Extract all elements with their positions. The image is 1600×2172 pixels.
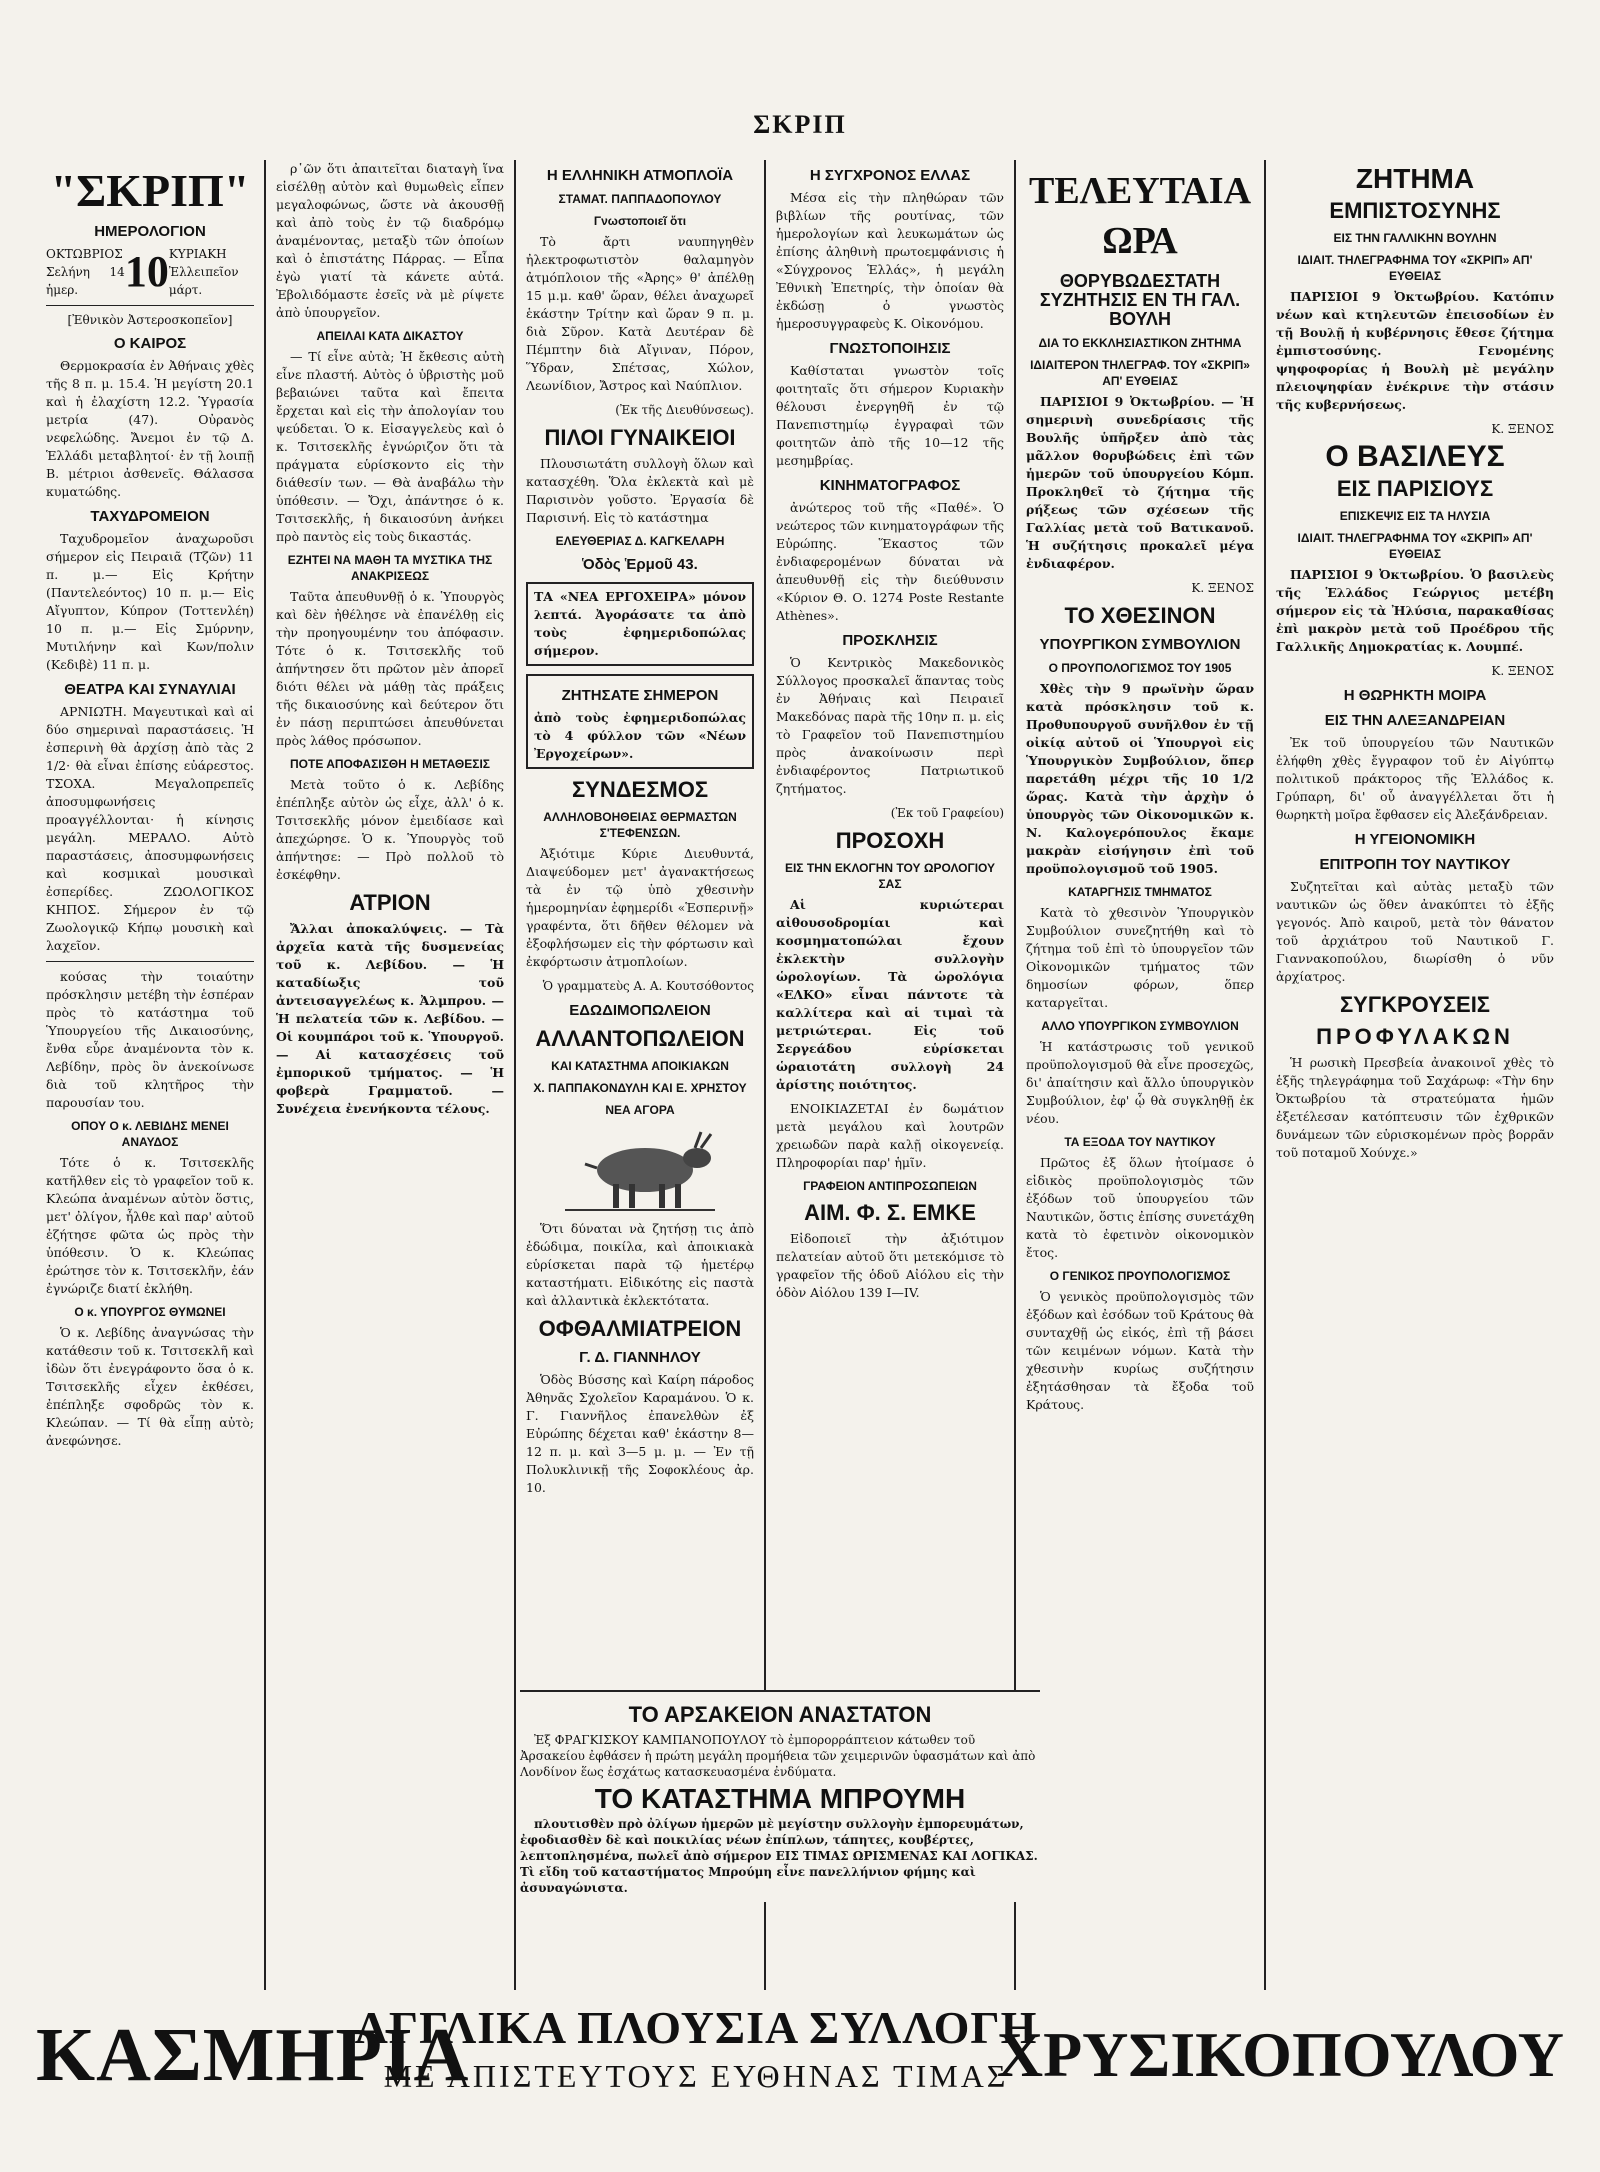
prosk-text: Ὁ Κεντρικὸς Μακεδονικὸς Σύλλογος προσκαλεῖ ἅπαντας τοὺς ἐν Ἀθήναις καὶ Πειραιεῖ Μακεδόνας παρὰ τῆς 10ην π. μ. εἰς τὸ Γραφεῖον τοῦ Πανεπιστημίου πρὸς ἀνακοίνωσιν περὶ ἐνδιαφέροντος Πατριωτικοῦ ζητήματος. <box>776 655 1004 796</box>
zitiste-box <box>526 674 754 769</box>
allant-name: Χ. ΠΑΠΠΑΚΟΝΔΥΛΗ ΚΑΙ Ε. ΧΡΗΣΤΟΥ <box>533 1081 747 1095</box>
mproumi-text: πλουτισθὲν πρὸ ὀλίγων ἡμερῶν μὲ μεγίστην συλλογὴν ἐμπορευμάτων, ἐφοδιασθὲν δὲ καὶ ποικιλίας νέων ἐπίπλων, τάπητες, κουβέρτες, λεπτοπλησμένα, πωλεῖ ἀπὸ σήμερον ΕΙΣ ΤΙΜΑΣ ΩΡΙΣΜΕΝΑΣ ΚΑΙ ΛΟΓΙΚΑΣ. Τὶ εἴδη τοῦ καταστήματος Μπρούμη εἶνε πανελλήνιον φήμης καὶ ἀσυναγώνιστα. <box>520 1817 1038 1895</box>
banner-middle-line-1: ΑΓΓΛΙΚΑ ΠΛΟΥΣΙΑ ΣΥΛΛΟΓΗ <box>354 2002 1038 2053</box>
moira-subtitle: ΕΙΣ ΤΗΝ ΑΛΕΞΑΝΔΡΕΙΑΝ <box>1324 712 1506 729</box>
steamship-subtitle: ΣΤΑΜΑΤ. ΠΑΠΠΑΔΟΠΟΥΛΟΥ <box>558 192 722 206</box>
story-text: ρ῾ῶν ὅτι ἀπαιτεῖται διαταγὴ ἵνα εἰσέλθῃ αὐτὸν καὶ θυμωθεὶς εἶπεν μεγαλοφώνως, ὥστε νὰ ἀκουσθῇ καὶ ἀπὸ τοὺς ἐν τῷ διαδρόμῳ ἀναμένοντας, μεταξὺ τῶν ὁποίων καὶ ὁ ἐπιστάτης Πάρρας. — Εἶπα ἐγὼ γιατί τὰ κάνετε αὐτά. Ἐβολιδόμαστε ἐσεῖς νὰ μὲ ρίψετε ἀπὸ ὑπουργεῖον. <box>276 161 504 320</box>
story-text: Τότε ὁ κ. Τσιτσεκλῆς κατῆλθεν εἰς τὸ γραφεῖον τοῦ κ. Κλεώπα ἀναμένων αὐτὸν ὅστις, μετ' ὀλίγον, ἦλθε καὶ παρ' αὐτοῦ ἐζήτησε φῶτα ὡς πρὸς τὴν ὑπόθεσιν. Ὁ κ. Κλεώπας ἐρώτησε τὸν κ. Τσιτσεκλῆν, ἐάν ἐγνώριζε διατί ἐκλήθη. <box>46 1155 254 1296</box>
hats-address-2: Ὁδὸς Ἑρμοῦ 43. <box>582 556 698 573</box>
ygeio-title: Η ΥΓΕΙΟΝΟΜΙΚΗ <box>1354 831 1476 848</box>
zitima-title: ΖΗΤΗΜΑ <box>1355 163 1475 194</box>
page-masthead: ΣΚΡΙΠ <box>753 110 847 139</box>
bottom-banner <box>36 2000 1564 2130</box>
zitima-source: ΙΔΙΑΙΤ. ΤΗΛΕΓΡΑΦΗΜΑ ΤΟΥ «ΣΚΡΙΠ» ΑΠ' ΕΥΘΕΙΑΣ <box>1297 253 1533 283</box>
thoryv-subtitle: ΔΙΑ ΤΟ ΕΚΚΛΗΣΙΑΣΤΙΚΟΝ ΖΗΤΗΜΑ <box>1038 336 1242 350</box>
subhead: ΕΖΗΤΕΙ ΝΑ ΜΑΘΗ ΤΑ ΜΥΣΤΙΚΑ ΤΗΣ ΑΝΑΚΡΙΣΕΩΣ <box>287 553 493 583</box>
atrion-title: ΑΤΡΙΟΝ <box>349 890 431 915</box>
zitima-subtitle-2: ΕΙΣ ΤΗΝ ΓΑΛΛΙΚΗΝ ΒΟΥΛΗΝ <box>1333 231 1497 245</box>
divider <box>46 305 254 306</box>
story-text: — Τί εἶνε αὐτὰ; Ἡ ἔκθεσις αὐτὴ εἶνε πλαστή. Αὐτὸς ὁ ὑβριστὴς μοῦ βεβαιώνει ταῦτα καὶ ἔπειτα ἔρχεται καὶ εἰς τὴν ἀπολογίαν του ψεύδεται. Ὁ κ. Εἰσαγγελεὺς καὶ ὁ κ. Τσιτσεκλῆς ἐγνώριζον ὅτι τὰ πράγματα εὑρίσκοντο εἰς τὴν διάθεσίν των. — Θὰ ἀναβάλω τὴν ὑπόθεσιν. — Ὄχι, ἀπάντησε ὁ κ. Τσιτσεκλῆς, ἡ δικαιοσύνη ἀνήκει πρὸ παντὸς εἰς τοὺς δικαστάς. <box>276 349 504 544</box>
xthes-subtitle: ΥΠΟΥΡΓΙΚΟΝ ΣΥΜΒΟΥΛΙΟΝ <box>1039 636 1241 653</box>
column-1 <box>36 160 266 1990</box>
thoryv-title: ΘΟΡΥΒΩΔΕΣΤΑΤΗ ΣΥΖΗΤΗΣΙΣ ΕΝ ΤΗ ΓΑΛ. ΒΟΥΛΗ <box>1039 271 1241 329</box>
syndesmos-subtitle: ΑΛΛΗΛΟΒΟΗΘΕΙΑΣ ΘΕΡΜΑΣΤΩΝ Σ'ΤΕΦΕΝΣΩΝ. <box>543 810 737 840</box>
diary-label: ΗΜΕΡΟΛΟΓΙΟΝ <box>94 223 206 240</box>
story-text: Ταῦτα ἀπευθυνθῇ ὁ κ. Ὑπουργὸς καὶ δὲν ἠθέλησε νὰ ἐπανέλθῃ εἰς τὴν προηγουμένην του ἀπόφασιν. Τότε ὁ κ. Τσιτσεκλῆς τοῦ ἀπήντησεν ὅτι πρῶτον μὲν ἀπορεῖ διότι θέλει νὰ μάθῃ τὰς πράξεις τῆς δικαιοσύνης καὶ δεύτερον ὅτι ἐν πάσῃ περιπτώσει ἀπευθύνεται πρὸς λάθος πρόσωπον. <box>276 589 504 748</box>
aim-text: Εἰδοποιεῖ τὴν ἀξιότιμον πελατείαν αὐτοῦ ὅτι μετεκόμισε τὸ γραφεῖον τῆς ὁδοῦ Αἰόλου εἰς τὴν ὁδὸν Αἰόλου 139 Ι—ΙV. <box>776 1231 1004 1300</box>
diary-days-elapsed: Σελήνη 14 ἡμερ. <box>46 265 125 297</box>
gnosto-text: Καθίσταται γνωστὸν τοῖς φοιτηταῖς ὅτι σήμερον Κυριακὴν θέλουσι ἐνεργηθῆ ἐν τῷ Πανεπιστημίῳ ἐγγραφαὶ τῶν φοιτητῶν ἀπὸ τῆς 10—12 τῆς μεσημβρίας. <box>776 363 1004 468</box>
allant-text: Ὅτι δύναται νὰ ζητήσῃ τις ἀπὸ ἐδώδιμα, ποικίλα, καὶ ἀποικιακὰ εὑρίσκεται παρὰ τῷ ἡμετέρῳ καταστήματι. Εἰδικότης εἰς παστὰ καὶ ἀλλαντικὰ ἐκλεκτότατα. <box>526 1221 754 1308</box>
edodim-title: ΕΔΩΔΙΜΟΠΩΛΕΙΟΝ <box>569 1002 711 1019</box>
story-text: κούσας τὴν τοιαύτην πρόσκλησιν μετέβη τὴν ἑσπέραν πρὸς τὸ κατάστημα τοῦ Ὑπουργείου τῆς Δικαιοσύνης, ἔνθα εὗρε ἀναμένοντα τὸν κ. Λεβίδην, πρὸς ὃν ἀνεκοίνωσε διὰ τοῦ κλητῆρος τὴν παρουσίαν του. <box>46 969 254 1110</box>
diary-day-number: 10 <box>124 247 169 296</box>
column-5 <box>1016 160 1266 1990</box>
subhead: Ο κ. ΥΠΟΥΡΓΟΣ ΘΥΜΩΝΕΙ <box>74 1305 226 1319</box>
ofthal-name: Γ. Δ. ΓΙΑΝΝΗΛΟΥ <box>579 1349 701 1366</box>
gnosto-title: ΓΝΩΣΤΟΠΟΙΗΣΙΣ <box>829 340 951 357</box>
hats-address: ΕΛΕΥΘΕΡΙΑΣ Δ. ΚΑΓΚΕΛΑΡΗ <box>555 534 725 548</box>
vasileus-title: Ο ΒΑΣΙΛΕΥΣ <box>1325 440 1505 473</box>
exoda-title: ΤΑ ΕΞΟΔΑ ΤΟΥ ΝΑΥΤΙΚΟΥ <box>1064 1135 1216 1149</box>
allant-location: ΝΕΑ ΑΓΟΡΑ <box>605 1103 675 1117</box>
divider <box>46 961 254 962</box>
xthes-subtitle-2: Ο ΠΡΟΥΠΟΛΟΓΙΣΜΟΣ ΤΟΥ 1905 <box>1048 661 1232 675</box>
steamship-head: Γνωστοποιεῖ ὅτι <box>593 214 687 228</box>
steamship-text: Τὸ ἄρτι ναυπηγηθὲν ἠλεκτροφωτιστὸν θαλαμηγὸν ἀτμόπλοιον τῆς «Ἀρης» θ' ἀπέλθῃ 15 μ.μ. καθ' ὥραν, θέλει ἀναχωρεῖ ἑκάστην Τρίτην καὶ ὥραν 9 π. μ. διὰ Σῦρον. Κατὰ Δευτέραν δὲ Πέμπτην διὰ Αἴγιναν, Πόρον, Ὕδραν, Σπέτσας, Χώλον, Λεωνίδιον, Ἄστρος καὶ Ναύπλιον. <box>526 234 754 393</box>
zitima-subtitle: ΕΜΠΙΣΤΟΣΥΝΗΣ <box>1329 198 1501 223</box>
aim-title: ΑΙΜ. Φ. Σ. ΕΜΚΕ <box>804 1200 976 1225</box>
vasileus-text: ΠΑΡΙΣΙΟΙ 9 Ὀκτωβρίου. Ὁ βασιλεὺς τῆς Ἑλλάδος Γεώργιος μετέβη σήμερον εἰς τὰ Ἠλύσια, παρακαθίσας ἐπὶ μακρὸν μετὰ τοῦ Προέδρου τῆς Γαλλικῆς Δημοκρατίας κ. Λουμπέ. <box>1276 567 1554 654</box>
allo-text: Ἡ κατάστρωσις τοῦ γενικοῦ προϋπολογισμοῦ θὰ εἶνε προσεχῶς, δι' ἀπαίτησιν καὶ ἄλλο ὑπουργικὸν Συμβούλιον, ἐφ' ᾧ θὰ συγκληθῇ ἐκ νέου. <box>1026 1039 1254 1126</box>
subhead: ΠΟΤΕ ΑΠΟΦΑΣΙΣΘΗ Η ΜΕΤΑΘΕΣΙΣ <box>289 757 490 771</box>
column-6 <box>1266 160 1564 1990</box>
vasileus-signature: Κ. ΞΕΝΟΣ <box>1491 664 1554 678</box>
hats-text: Πλουσιωτάτη συλλογὴ ὅλων καὶ κατασχέθη. Ὅλα ἐκλεκτὰ καὶ μὲ Παρισινὸν γοῦστο. Ἐργασία δὲ Παρισινή. Εἰς τὸ κατάστημα <box>526 456 754 525</box>
prosk-signature: (Ἐκ τοῦ Γραφείου) <box>890 806 1004 820</box>
sygkr-subtitle: ΠΡΟΦΥΛΑΚΩΝ <box>1316 1024 1514 1049</box>
syndesmos-signature: Ὁ γραμματεὺς Α. Α. Κουτσόθοντος <box>542 979 754 993</box>
paper-title: "ΣΚΡΙΠ" <box>50 165 250 216</box>
katarg-title: ΚΑΤΑΡΓΗΣΙΣ ΤΜΗΜΑΤΟΣ <box>1068 885 1212 899</box>
story-text: Μετὰ τοῦτο ὁ κ. Λεβίδης ἐπέπληξε αὐτὸν ὡς εἶχε, ἀλλ' ὁ κ. Τσιτσεκλῆς μόνον ἐμειδίασε καὶ ἀπεχώρησε. Ὁ κ. Ὑπουργὸς τοῦ ἀπήντησε: — Πρὸ πολλοῦ τὸ ἐσκέφθην. <box>276 777 504 882</box>
kinema-title: ΚΙΝΗΜΑΤΟΓΡΑΦΟΣ <box>819 477 961 494</box>
steamship-signature: (Ἐκ τῆς Διευθύνσεως). <box>615 403 754 417</box>
weather-title: Ο ΚΑΙΡΟΣ <box>113 335 187 352</box>
subhead: ΑΠΕΙΛΑΙ ΚΑΤΑ ΔΙΚΑΣΤΟΥ <box>316 329 464 343</box>
enoik-text: ΕΝΟΙΚΙΑΖΕΤΑΙ ἐν δωμάτιον μετὰ μεγάλου καὶ λουτρῶν χρειωδῶν παρὰ καλῇ οἰκογενείᾳ. Πληροφορίαι παρ' ἡμῖν. <box>776 1101 1004 1170</box>
mproumi-title: ΤΟ ΚΑΤΑΣΤΗΜΑ ΜΠΡΟΥΜΗ <box>594 1783 966 1814</box>
ofthal-title: ΟΦΘΑΛΜΙΑΤΡΕΙΟΝ <box>538 1316 742 1341</box>
sygkr-text: Ἡ ρωσικὴ Πρεσβεία ἀνακοινοῖ χθὲς τὸ ἑξῆς τηλεγράφημα τοῦ Σαχάρωφ: «Τὴν 6ην Ὀκτωβρίου τὰ στρατεύματα ἡμῶν ἐξετέλεσαν κατόπτευσιν τῶν ἐχθρικῶν δυνάμεων τῶν εὑρισκομένων πρὸς βορρᾶν τοῦ ποταμοῦ Χούνχε.» <box>1276 1055 1554 1160</box>
allo-title: ΑΛΛΟ ΥΠΟΥΡΓΙΚΟΝ ΣΥΜΒΟΥΛΙΟΝ <box>1041 1019 1239 1033</box>
allant-subtitle: ΚΑΙ ΚΑΤΑΣΤΗΜΑ ΑΠΟΙΚΙΑΚΩΝ <box>551 1059 729 1073</box>
zitima-signature: Κ. ΞΕΝΟΣ <box>1491 422 1554 436</box>
weather-source: [Ἐθνικὸν Ἀστεροσκοπεῖον] <box>67 313 233 327</box>
diary-days-left: Ἐλλειπεῖον μάρτ. <box>168 265 239 297</box>
zitiste-title: ΖΗΤΗΣΑΤΕ ΣΗΜΕΡΟΝ <box>561 687 719 704</box>
subhead: ΟΠΟΥ Ο κ. ΛΕΒΙΔΗΣ ΜΕΝΕΙ ΑΝΑΥΔΟΣ <box>71 1119 229 1149</box>
prosoxi-subtitle: ΕΙΣ ΤΗΝ ΕΚΛΟΓΗΝ ΤΟΥ ΩΡΟΛΟΓΙΟΥ ΣΑΣ <box>784 861 996 891</box>
thoryv-text: ΠΑΡΙΣΙΟΙ 9 Ὀκτωβρίου. — Ἡ σημερινὴ συνεδρίασις τῆς Βουλῆς ὑπῆρξεν ἀπὸ τὰς μᾶλλον θορυβώδεις ἐπὶ τῶν ἡμερῶν τοῦ ὑπουργείου Κόμπ. Προκληθεῖ τὸ ζήτημα τῆς ρήξεως τῶν σχέσεων τῆς Γαλλίας μετὰ τοῦ Βατικανοῦ. Ἡ συζήτησις προκαλεῖ μέγα ἐνδιαφέρον. <box>1026 394 1254 571</box>
ygeio-subtitle: ΕΠΙΤΡΟΠΗ ΤΟΥ ΝΑΥΤΙΚΟΥ <box>1319 856 1511 873</box>
kinema-text: ἀνώτερος τοῦ τῆς «Παθέ». Ὁ νεώτερος τῶν κινηματογράφων τῆς Εὐρώπης. Ἕκαστος τῶν ἐνδιαφερομένων δύναται νὰ ἀπευθυνθῇ εἰς τὴν διεύθυνσιν «Κύριον Θ. Ο. 1274 Poste Restante Athènes». <box>776 500 1004 623</box>
syndesmos-title: ΣΥΝΔΕΣΜΟΣ <box>571 777 709 802</box>
vasileus-subtitle-2: ΕΠΙΣΚΕΨΙΣ ΕΙΣ ΤΑ ΗΛΥΣΙΑ <box>1339 509 1491 523</box>
katarg-text: Κατὰ τὸ χθεσινὸν Ὑπουργικὸν Συμβούλιον συνεζητήθη καὶ τὸ ζήτημα τοῦ ἐπὶ τὸ ὑπουργεῖον τῶν Οἰκονομικῶν τμήματος τῶν δημοσίων φόρων, ὅπερ καταργεῖται. <box>1026 905 1254 1010</box>
thoryv-signature: Κ. ΞΕΝΟΣ <box>1191 581 1254 595</box>
prosk-title: ΠΡΟΣΚΛΗΣΙΣ <box>842 632 938 649</box>
banner-right: ΧΡΥΣΙΚΟΠΟΥΛΟΥ <box>996 2019 1564 2090</box>
teleut-title: ΤΕΛΕΥΤΑΙΑ ΩΡΑ <box>1028 170 1252 262</box>
syg-text: Μέσα εἰς τὴν πληθώραν τῶν βιβλίων τῆς ρουτίνας, τῶν ἡμερολογίων καὶ λευκωμάτων ὡς ἐπίσης ἀληθινὴ πρωτοεμφάνισις ἡ «Σύγχρονος Ἑλλάς», ἡ μεγάλη Ἐθνικὴ Ἐπετηρίς, τὴν ὁποίαν θὰ ἐκδώσῃ ὁ γνωστὸς ἡμεροσυγγραφεὺς Κ. Οἰκονόμου. <box>776 190 1004 331</box>
goat-illustration <box>555 1124 725 1214</box>
hats-title: ΠΙΛΟΙ ΓΥΝΑΙΚΕΙΟΙ <box>544 425 736 450</box>
allant-title: ΑΛΛΑΝΤΟΠΩΛΕΙΟΝ <box>535 1026 745 1051</box>
banner-left: ΚΑΣΜΗΡΙΑ <box>36 2013 470 2097</box>
vasileus-source: ΙΔΙΑΙΤ. ΤΗΛΕΓΡΑΦΗΜΑ ΤΟΥ «ΣΚΡΙΠ» ΑΠ' ΕΥΘΕΙΑΣ <box>1297 531 1533 561</box>
column-2 <box>266 160 516 1990</box>
arsakeion-ad <box>520 1690 1040 1902</box>
theatre-title: ΘΕΑΤΡΑ ΚΑΙ ΣΥΝΑΥΛΙΑΙ <box>64 681 236 698</box>
xthes-title: ΤΟ ΧΘΕΣΙΝΟΝ <box>1064 603 1216 628</box>
diary-month: ΟΚΤΩΒΡΙΟΣ <box>46 247 123 261</box>
syg-title: Η ΣΥΓΧΡΟΝΟΣ ΕΛΛΑΣ <box>809 167 971 184</box>
exoda-text: Πρῶτος ἐξ ὅλων ἠτοίμασε ὁ εἰδικὸς προϋπολογισμὸς τῶν ἐξόδων τοῦ ὑπουργείου τῶν Ναυτικῶν, ὅστις ἐπίσης συνετάχθη κατὰ τὸ ἐφετινὸν οἰκονομικὸν ἔτος. <box>1026 1155 1254 1260</box>
xthes-text: Χθὲς τὴν 9 πρωϊνὴν ὥραν κατὰ πρόσκλησιν τοῦ κ. Προθυπουργοῦ συνῆλθον ἐν τῇ οἰκίᾳ αὐτοῦ οἱ Ὑπουργοὶ εἰς Ὑπουργικὸν Συμβούλιον, ὅπερ παρετάθη μέχρι τῆς 10 1/2 ὥρας. Κατὰ τὴν ἀρχὴν ὁ ὑπουργὸς τῶν Οἰκονομικῶν κ. Ν. Καλογερόπουλος ἔκαμε μακρὰν εἰσήγησιν ἐπὶ τοῦ προϋπολογισμοῦ τοῦ 1905. <box>1026 681 1254 876</box>
theatre-text: ΑΡΝΙΩΤΗ. Μαγευτικαὶ καὶ αἱ δύο σημεριναὶ παραστάσεις. Ἡ ἐσπερινὴ θὰ ἀρχίσῃ ἀπὸ τὰς 2 1/2· θὰ εἶναι ἐπίσης εὐάρεστος. ΤΣΟΧΑ. Μεγαλοπρεπεῖς ἀποσυμφωνήσεις προαγγέλλονται· ἡ κίνησις μεγάλη. ΜΕΡΑΛΟ. Αὐτὸ παραστάσεις, ἀποσυμφωνήσεις καὶ κοσμικαὶ μουσικαὶ ἐσπερίδες. ΖΩΟΛΟΓΙΚΟΣ ΚΗΠΟΣ. Σήμερον ἐν τῷ Ζωολογικῷ Κήπῳ μουσικὴ καὶ λαχεῖον. <box>46 704 254 953</box>
steamship-title: Η ΕΛΛΗΝΙΚΗ ΑΤΜΟΠΛΟΪΑ <box>546 167 734 184</box>
story-text: Ὁ κ. Λεβίδης ἀναγνώσας τὴν κατάθεσιν τοῦ κ. Τσιτσεκλῆ καὶ ἰδὼν ὅτι ἐνεγράφοντο ὅσα ὁ κ. Τσιτσεκλῆς εἶχεν ἐκθέσει, ἐπέπληξε σφοδρῶς τὸν κ. Κλεώπαν. — Τί θὰ εἶπῃ αὐτὸ; ἀνεφώνησε. <box>46 1325 254 1448</box>
syndesmos-text: Ἀξιότιμε Κύριε Διευθυντά, Διαψεύδομεν μετ' ἀγανακτήσεως τὰ ἐν τῷ ὑπὸ χθεσινὴν ἡμερομηνίαν ἐφημερίδι «Ἑσπερινῇ» γραφέντα, ὅτι δῆθεν θέλομεν νὰ ἐξοφλήσωμεν εἰς τὴν φόρτωσιν καὶ ἐκφόρτωσιν ἀτμοπλοίων. <box>526 846 754 969</box>
diary-date <box>46 245 254 299</box>
arsakeion-text: Ἐξ ΦΡΑΓΚΙΣΚΟΥ ΚΑΜΠΑΝΟΠΟΥΛΟΥ τὸ ἐμπορορράπτειον κάτωθεν τοῦ Ἀρσακείου ἐφθάσεν ἡ πρώτη μεγάλη προμήθεια τῶν χειμερινῶν ὑφασμάτων καὶ ἀπὸ Λονδίνον ἕως ἐσχάτως κατασκευασμένα ἐνδύματα. <box>520 1733 1036 1779</box>
vasileus-subtitle: ΕΙΣ ΠΑΡΙΣΙΟΥΣ <box>1336 476 1494 501</box>
zitiste-text: ἀπὸ τοὺς ἐφημεριδοπώλας τὸ 4 φύλλον τῶν «Νέων Ἐργοχείρων». <box>534 710 746 761</box>
arsakeion-title: ΤΟ ΑΡΣΑΚΕΙΟΝ ΑΝΑΣΤΑΤΟΝ <box>628 1702 932 1727</box>
prosoxi-title: ΠΡΟΣΟΧΗ <box>835 828 945 853</box>
nea-ad: ΤΑ «ΝΕΑ ΕΡΓΟΧΕΙΡΑ» μόνον λεπτά. Ἀγοράσατε τα ἀπὸ τοὺς ἐφημεριδοπώλας σήμερον. <box>526 582 754 666</box>
geniko-title: Ο ΓΕΝΙΚΟΣ ΠΡΟΥΠΟΛΟΓΙΣΜΟΣ <box>1049 1269 1231 1283</box>
diary-weekday: ΚΥΡΙΑΚΗ <box>168 247 227 261</box>
post-text: Ταχυδρομεῖον ἀναχωροῦσι σήμερον εἰς Πειραιᾶ (Τζῶν) 11 π. μ.— Εἰς Κρήτην (Παντελεόντος) 10 π. μ.— Εἰς Αἴγυπτον, Κύπρον (Τοττενλέη) 10 π. μ.— Εἰς Σμύρνην, Μυτιλήνην καὶ Κων/πολιν (Κεδιβὲ) 11 π. μ. <box>46 531 254 672</box>
ygeio-text: Συζητεῖται καὶ αὐτὰς μεταξὺ τῶν ναυτικῶν ὡς ὅθεν ἀνακύπτει τὸ ἑξῆς γεγονός. Ἀπὸ καιροῦ, μετὰ τὸν θάνατον τοῦ ἀρχιάτρου τοῦ Ναυτικοῦ Γ. Γιαννακοπούλου, διωρίσθη ὁ νῦν ἀρχίατρος. <box>1276 879 1554 984</box>
banner-middle <box>336 2000 1056 2096</box>
sygkr-title: ΣΥΓΚΡΟΥΣΕΙΣ <box>1339 992 1491 1017</box>
geniko-text: Ὁ γενικὸς προϋπολογισμὸς τῶν ἐξόδων καὶ ἐσόδων τοῦ Κράτους θὰ συνταχθῇ ὡς εἰκός, ἐπὶ τῇ βάσει τῶν κειμένων νόμων. Κατὰ τὴν χθεσινὴν κυρίως συζήτησιν ἐξητάσθησαν τὰ ἔξοδα τοῦ Κράτους. <box>1026 1289 1254 1412</box>
moira-title: Η ΘΩΡΗΚΤΗ ΜΟΙΡΑ <box>1343 687 1487 704</box>
zitima-text: ΠΑΡΙΣΙΟΙ 9 Ὀκτωβρίου. Κατόπιν νέων καὶ κτηλευτῶν ἐπεισοδίων ἐν τῇ Βουλῇ ἡ κυβέρνησις ἔθεσε ζήτημα ἐμπιστοσύνης. Γενομένης ψηφοφορίας ἡ Βουλὴ μὲ μεγάλην πλειοψηφίαν ἐνέκρινε τὴν στάσιν τῆς κυβερνήσεως. <box>1276 289 1554 412</box>
ofthal-text: Ὁδὸς Βύσσης καὶ Καίρη πάροδος Ἀθηνᾶς Σχολεῖον Καραμάνου. Ὁ κ. Γ. Γιαννῆλος ἐπανελθὼν ἐξ Εὐρώπης δέχεται καθ' ἑκάστην 8—12 π. μ. καὶ 3—5 μ. μ. — Ἐν τῇ Πολυκλινικῇ τῆς Σοφοκλέους ἀρ. 10. <box>526 1372 754 1495</box>
post-title: ΤΑΧΥΔΡΟΜΕΙΟΝ <box>90 508 210 525</box>
atrion-text: Ἄλλαι ἀποκαλύψεις. — Τὰ ἀρχεῖα κατὰ τῆς δυσμενείας τοῦ κ. Λεβίδου. — Ἡ καταδίωξις τοῦ ἀντεισαγγελέως κ. Ἀλμπρου. — Ἡ πελατεία τῶν κ. Λεβίδου. — Οἱ κουμπάροι τοῦ κ. Ὑπουργοῦ. — Αἱ κατασχέσεις τοῦ ἐμπορικοῦ τμήματος. — Ἡ φοβερὰ Γραμματοῦ. — Συνέχεια ἐνενήκοντα τέλους. <box>276 921 504 1116</box>
banner-middle-line-2: ΜΕ ΑΠΙΣΤΕΥΤΟΥΣ ΕΥΘΗΝΑΣ ΤΙΜΑΣ <box>383 2058 1009 2094</box>
moira-text: Ἐκ τοῦ ὑπουργείου τῶν Ναυτικῶν ἐλήφθη χθὲς ἔγγραφον τοῦ ἐν Αἰγύπτῳ πολιτικοῦ πράκτορος τῆς Ἑλλάδος κ. Γρύπαρη, δι' οὗ ἀναγγέλλεται ὅτι ἡ θωρηκτὴ μοῖρα ἔφθασεν εἰς Ἀλεξάνδρειαν. <box>1276 735 1554 822</box>
weather-text: Θερμοκρασία ἐν Ἀθήναις χθὲς τῆς 8 π. μ. 15.4. Ἡ μεγίστη 20.1 καὶ ἡ ἐλαχίστη 12.2. Ὑγρασία μετρία (47). Οὐρανὸς νεφελώδης. Ἄνεμοι ἐν τῷ Δ. Ἑλλάδι μεταβλητοί· ἐν τῇ λοιπῇ Β. μέτριοι ἀσθενεῖς. Θάλασσα κυματώδης. <box>46 358 254 499</box>
prosoxi-text: Αἱ κυριώτεραι αἰθουσοδρομίαι καὶ κοσμηματοπώλαι ἔχουν ἐκλεκτὴν συλλογὴν ὡρολογίων. Τὰ ὡρολόγια «ΕΛΚΟ» εἶναι πάντοτε τὰ καλλίτερα καὶ αἱ τιμαὶ τὰ μετριώτεραι. Εἰς τοῦ Σεργεάδου εὑρίσκεται ὡραιοτάτη συλλογὴ 24 ἀρίστης ποιότητος. <box>776 897 1004 1092</box>
grafeion-title: ΓΡΑΦΕΙΟΝ ΑΝΤΙΠΡΟΣΩΠΕΙΩΝ <box>803 1179 977 1193</box>
thoryv-source: ΙΔΙΑΙΤΕΡΟΝ ΤΗΛΕΓΡΑΦ. ΤΟΥ «ΣΚΡΙΠ» ΑΠ' ΕΥΘΕΙΑΣ <box>1030 358 1250 388</box>
